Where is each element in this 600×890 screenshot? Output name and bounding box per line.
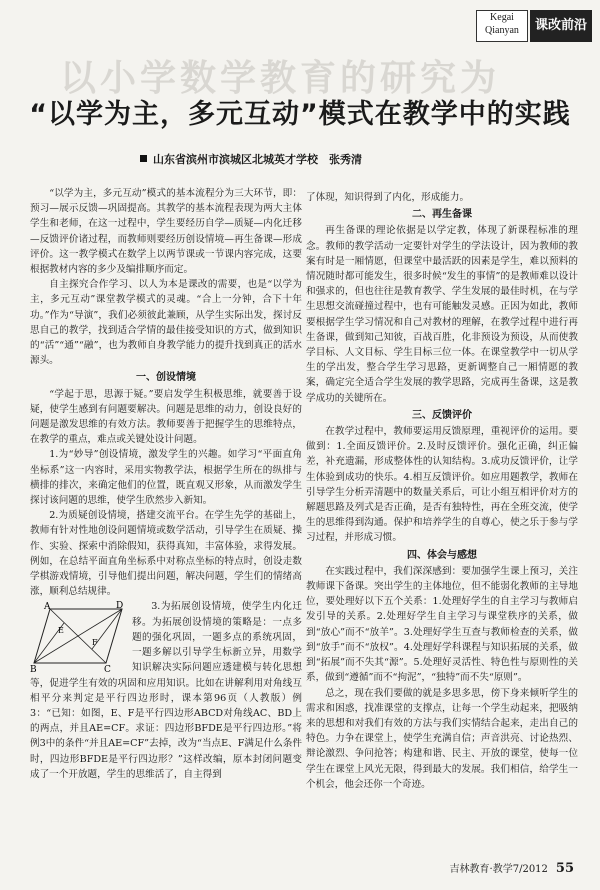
figure-label-b: B [30,665,37,674]
column-tag-line1: Kegai [490,12,514,23]
paragraph: 在实践过程中，我们深深感到：要加强学生课上预习，关注教师课下备课。突出学生的主体地位，但不能弱化教师的主导地位，要处理好以下五个关系：1.处理好学生的自主学习与教师启发引导的关系。2.处理好学生自主学习与课堂秩序的关系，做到“放心”而不“放羊”。3.处理好学生互查与教师检查的关系，做到“放手”而不“放权”。4.处理好学科课程与知识拓展的关系，做到“拓展”而不失其“源”。5.处理好灵活性、特色性与原则性的关系，做到“遵循”而不“拘泥”，“独特”而不失“原则”。 [306,565,578,684]
byline-text: 山东省滨州市滨城区北城英才学校 张秀清 [153,153,362,166]
square-bullet-icon [140,155,147,162]
journal-name: 吉林教育·教学7/2012 [449,864,548,875]
paragraph: 3.为拓展创设情境，使学生内化迁移。为拓展创设情境的策略是：一点多题的强化巩固，一题多点的系统巩固，一题多解以引导学生标新立异，用数学知识解决实际问题应透建模与转化思想等，促进学生有效的巩固和应用知识。比如在讲解利用对角线互相平分来判定是平行四边形时，课本第96页（人教版）例3：“已知：如图，E、F是平行四边形ABCD对角线AC、BD上的两点，并且AE=CF。求证：四边形BFDE是平行四边形。”将例3中的条件“并且AE=CF”去掉，改为“当点E、F满足什么条件时，四边形BFDE是平行四边形？”这样改编，原本封闭问题变成了一个开放题，学生的思维活了，自主得到 [30,601,302,780]
section-heading: 一、创设情境 [136,372,196,384]
section-heading: 三、反馈评价 [412,409,472,421]
page-number: 55 [555,861,574,876]
paragraph: “以学为主，多元互动”模式的基本流程分为三大环节，即：预习—展示反馈—巩固提高。其教学的基本流程表现为两大主体学生和老师，在这一过程中，学生要经历自学—质疑—内化迁移—反馈评价诸过程，而教师则要经历创设情境—再生备课—形成评价。这一教学模式在数学上以两节课或一节课内容完成，这要根据教材内容的多少及编排顺序而定。 [30,188,302,276]
paragraph: 2.为质疑创设情境，搭建交流平台。在学生先学的基础上，教师有针对性地创设问题情境或数学活动，引导学生在质疑、操作、实验、探索中消除假知，获得真知，丰富体验，求得发展。例如，在总结平面直角坐标系中对称点坐标的特点时，创设走数学棋游戏情境，引导他们提出问题，解决问题，学生们的情绪高涨，顺利总结规律。 [30,510,302,598]
figure-label-f: F [92,638,98,648]
paragraph: 1.为“妙导”创设情境，激发学生的兴趣。如学习“平面直角坐标系”这一内容时，采用实物教学法，根据学生所在的纵排与横排的排次，来确定他们的位置，既直观又形象，从而激发学生探讨该问题的思维，使学生欣然步入新知。 [30,449,302,507]
right-column [306,190,578,792]
byline [140,151,362,167]
left-column [30,186,302,782]
column-tag-line2: Qianyan [485,25,519,36]
parallelogram-figure [30,601,126,673]
figure-label-e: E [58,626,64,636]
column-name: 课改前沿 [530,10,592,42]
section-heading: 二、再生备课 [412,209,472,221]
page-header [0,0,600,44]
article-title: “以学为主，多元互动”模式在教学中的实践 [29,99,571,130]
paragraph: 自主探究合作学习、以人为本是课改的需要，也是“以学为主，多元互动”课堂教学模式的灵魂。“合上一分钟，合下十年功。”作为“导演”，我们必须彼此兼顾，从学生实际出发，探讨反思自己的教学，找到适合学情的最佳接受知识的方式，做到知识的“活”“通”“融”，也为教师自身教学能力的提升找到真正的活水源头。 [30,279,302,367]
paragraph: 了体现，知识得到了内化，形成能力。 [306,192,470,203]
figure-label-c: C [104,665,111,674]
section-heading: 四、体会与感想 [407,549,477,561]
paragraph: 在教学过程中，教师要运用反馈原理，重视评价的运用。要做到：1.全面反馈评价。2.及时反馈评价。强化正确，纠正偏差，补充遗漏，形成整体性的认知结构。3.成功反馈评价，让学生体验到成功的快乐。4.相互反馈评价。如应用题教学，教师在引导学生分析弄清题中的数量关系后，可让小组互相评价对方的解题思路及列式是否正确，是否有独特性，再在全班交流，使学生的思维得到沟通。保护和培养学生的自尊心，使之乐于参与学习过程，并形成习惯。 [306,426,578,544]
figure-label-d: D [116,601,124,612]
paragraph: “学起于思，思源于疑。”要启发学生积极思维，就要善于设疑，使学生感到有问题要解决。问题是思维的动力，创设良好的问题是激发思维的有效方法。教师要善于把握学生的思维特点，在教学的重点，难点或关键处设计问题。 [30,388,302,446]
banner-ghost-text: 以小学数学教育的研究为 [60,58,501,99]
figure-label-a: A [44,602,51,613]
page-footer [450,860,574,876]
paragraph: 再生备课的理论依据是以学定教，体现了新课程标准的理念。教师的教学活动一定要针对学生的学法设计，因为教师的教案有时是一厢情愿，但课堂中最活跃的因素是学生，难以预料的情况随时都可能发生，很多时候“发生的事情”的是教师难以设计和强求的，但也往往是教育教学、学生发展的最佳时机，在与学生思想交流碰撞过程中，也有可能触发灵感。正因为如此，教师要根据学生学习情况和自己对教材的理解，在教学过程中进行再生备课，做到知己知彼，百战百胜，化非预设为预设，从而使教学目标、人文目标、学生目标三位一体。在课堂教学中一切从学生的学出发，整合学生学习思路，更新调整自己一厢情愿的教案，确定完全适合学生发展的教学思路，完成再生备课，这是教学成功的关键所在。 [306,225,578,404]
column-tag [476,10,528,42]
paragraph: 总之，现在我们要做的就是多思多思，傍下身来倾听学生的需求和困惑，找准课堂的支撑点，让每一个学生动起来，把吸纳来的思想和对我们有效的方法与我们实情结合起来，走出自己的特色。力争在课堂上，使学生充满自信；声音洪亮、讨论热烈、辩论激烈、争问抢答；构建和谐、民主、开放的课堂，使每一位学生在课堂上风光无限，得到最大的发展。我们相信，给学生一个机会，他会还你一个奇迹。 [306,687,578,790]
